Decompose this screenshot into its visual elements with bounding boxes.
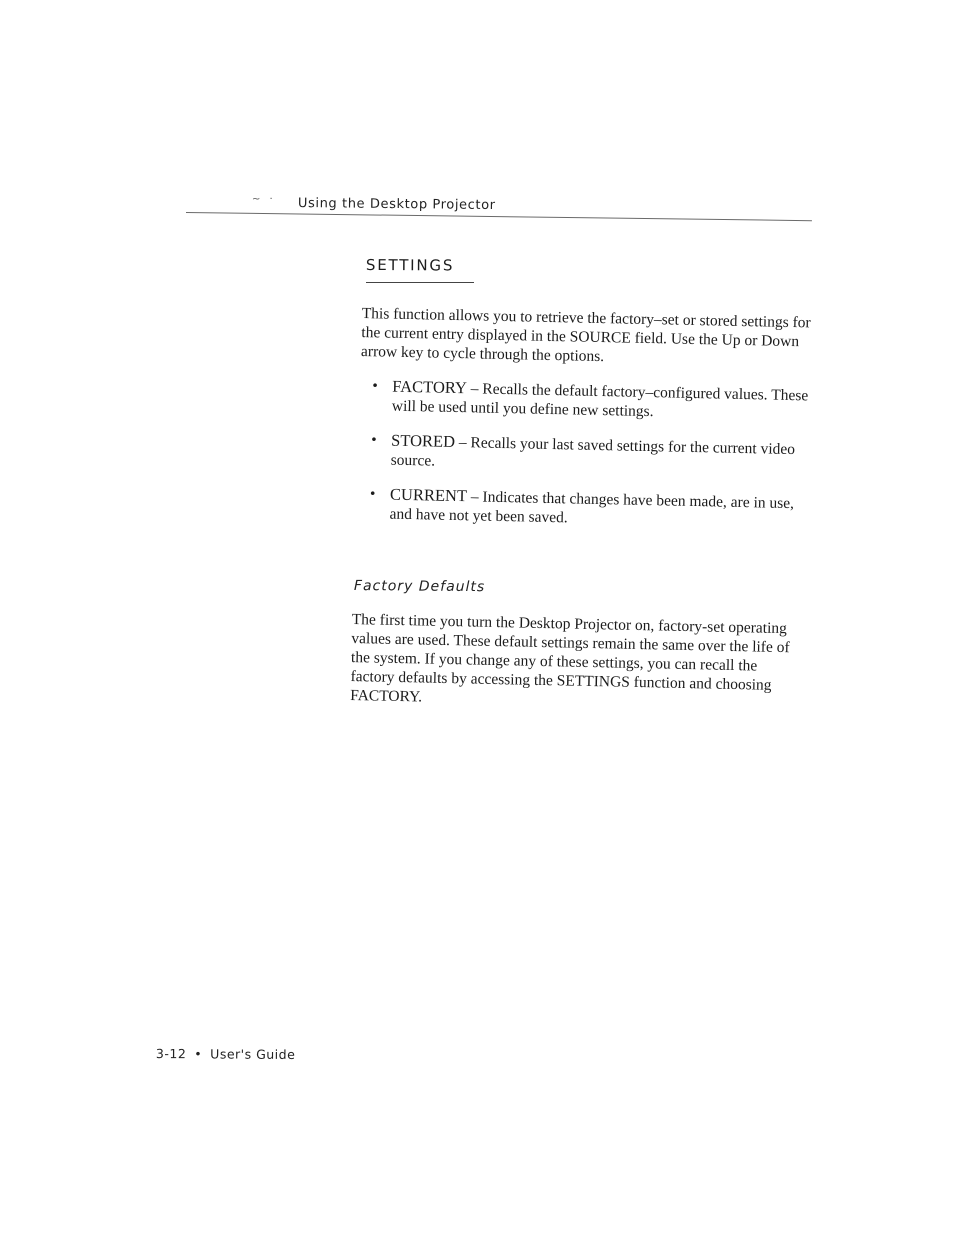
option-description: Indicates that changes have been made, are in use, and have not yet been saved.: [389, 488, 795, 527]
footer-separator-icon: •: [194, 1046, 203, 1062]
bullet-icon: •: [369, 485, 376, 503]
list-item-stored: [359, 430, 810, 478]
option-dash: –: [454, 433, 471, 452]
footer-book-title: User's Guide: [210, 1046, 296, 1062]
header-title: Using the Desktop Projector: [297, 196, 496, 214]
page-footer: [156, 1046, 295, 1062]
section-heading-underline: [366, 282, 474, 283]
option-dash: –: [466, 380, 483, 398]
settings-intro-paragraph: This function allows you to retrieve the factory–set or stored settings for the current entry displayed in the SOURCE field. Use the Up or Down arrow key to cycle through the options.: [360, 304, 811, 366]
subsection-heading: Factory Defaults: [353, 578, 486, 596]
section-heading: SETTINGS: [365, 256, 455, 275]
option-term: FACTORY: [392, 376, 468, 398]
settings-options-list: [357, 376, 810, 532]
option-term: STORED: [390, 430, 456, 451]
bullet-icon: •: [372, 377, 378, 395]
header-rule: [186, 212, 812, 221]
option-description: Recalls your last saved settings for the current video source.: [390, 434, 796, 470]
option-description: Recalls the default factory–configured values. These will be used until you define new settings.: [391, 380, 809, 421]
factory-defaults-body: [350, 610, 804, 714]
bullet-icon: •: [370, 431, 377, 449]
header-marks: ~ ·: [252, 194, 276, 205]
page-number: 3-12: [155, 1046, 187, 1062]
option-dash: –: [466, 488, 483, 506]
factory-defaults-paragraph: The first time you turn the Desktop Projector on, factory-set operating values are used. These default settings remain the same over the life of the system. If you change any of these settings, you can recall the factory defaults by accessing the SETTINGS function and choosing FACTORY.: [350, 610, 790, 706]
list-item-factory: [360, 376, 811, 424]
running-header: [186, 194, 812, 232]
list-item-current: [357, 484, 808, 532]
option-term: CURRENT: [389, 484, 468, 506]
settings-section-body: [357, 304, 812, 547]
